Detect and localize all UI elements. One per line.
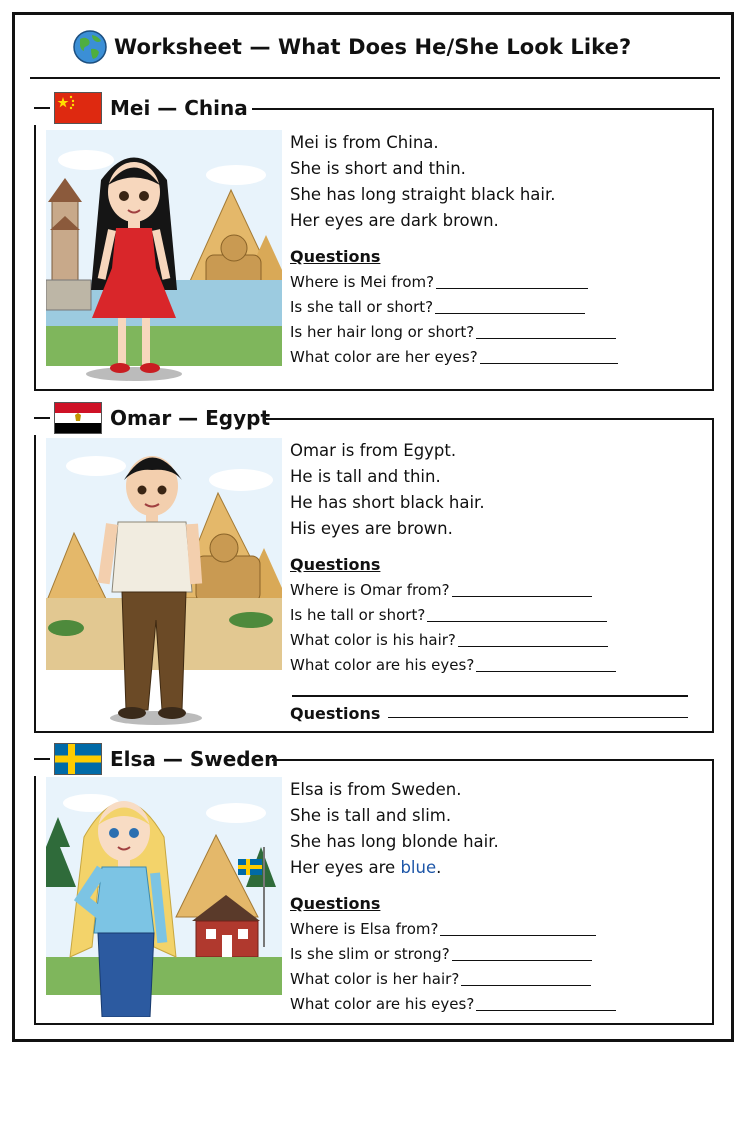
- question-row: [290, 992, 700, 1017]
- card-omar: [34, 418, 714, 733]
- answer-blank[interactable]: [452, 596, 592, 597]
- answer-blank[interactable]: [476, 338, 616, 339]
- answer-blank[interactable]: [461, 985, 591, 986]
- answer-blank[interactable]: [476, 671, 616, 672]
- answer-blank[interactable]: [458, 646, 608, 647]
- description-line: Omar is from Egypt.: [290, 441, 457, 460]
- answer-blank[interactable]: [452, 960, 592, 961]
- questions-heading: Questions: [290, 894, 381, 913]
- description-line: She has long blonde hair.: [290, 832, 499, 851]
- card-elsa: [34, 759, 714, 1025]
- card-title: Omar — Egypt: [110, 406, 271, 430]
- answer-blank[interactable]: [388, 717, 688, 718]
- card-title: Mei — China: [110, 96, 248, 120]
- sweden-flag-icon: [54, 743, 102, 775]
- description-end: .: [436, 858, 442, 877]
- elsa-illustration: [46, 777, 282, 1017]
- questions-heading: Questions: [290, 555, 381, 574]
- question-text: What color are his eyes?: [290, 656, 475, 674]
- answer-blank[interactable]: [436, 288, 588, 289]
- answer-blank[interactable]: [292, 695, 688, 697]
- description-line: [290, 855, 700, 881]
- question-row: [290, 295, 700, 320]
- description-line: Her eyes are dark brown.: [290, 211, 499, 230]
- question-text: What color are his eyes?: [290, 995, 475, 1013]
- description-line: She is short and thin.: [290, 159, 466, 178]
- answer-blank[interactable]: [427, 621, 607, 622]
- questions-footer: [290, 704, 688, 723]
- card-mei: [34, 108, 714, 391]
- card-header-mei: [30, 91, 252, 125]
- question-row: [290, 270, 700, 295]
- description-line: He is tall and thin.: [290, 467, 441, 486]
- description-line: She is tall and slim.: [290, 806, 452, 825]
- answer-blank[interactable]: [480, 363, 618, 364]
- header: [72, 22, 631, 72]
- question-row: [290, 345, 700, 370]
- question-text: Is he tall or short?: [290, 606, 426, 624]
- question-text: Is she slim or strong?: [290, 945, 450, 963]
- description-line: Mei is from China.: [290, 133, 439, 152]
- question-text: Where is Mei from?: [290, 273, 435, 291]
- question-row: [290, 578, 700, 603]
- question-text: What color are her eyes?: [290, 348, 478, 366]
- answer-blank[interactable]: [440, 935, 596, 936]
- questions-heading: Questions: [290, 247, 381, 266]
- mei-text: [290, 130, 700, 370]
- question-text: Is she tall or short?: [290, 298, 434, 316]
- omar-illustration: [46, 438, 282, 728]
- question-row: [290, 942, 700, 967]
- highlighted-word: blue: [400, 858, 437, 877]
- question-row: [290, 653, 700, 678]
- question-text: What color is his hair?: [290, 631, 456, 649]
- question-row: [290, 320, 700, 345]
- omar-text: [290, 438, 700, 678]
- question-text: Where is Omar from?: [290, 581, 450, 599]
- card-header-elsa: [30, 742, 282, 776]
- mei-illustration: [46, 130, 282, 384]
- globe-icon: [72, 29, 108, 65]
- description-line: He has short black hair.: [290, 493, 485, 512]
- question-row: [290, 603, 700, 628]
- card-title: Elsa — Sweden: [110, 747, 279, 771]
- question-row: [290, 967, 700, 992]
- description-text: Her eyes are: [290, 858, 401, 877]
- question-row: [290, 917, 700, 942]
- description-line: His eyes are brown.: [290, 519, 453, 538]
- description-line: Elsa is from Sweden.: [290, 780, 462, 799]
- question-row: [290, 628, 700, 653]
- answer-blank[interactable]: [435, 313, 585, 314]
- answer-blank[interactable]: [476, 1010, 616, 1011]
- question-text: Is her hair long or short?: [290, 323, 475, 341]
- china-flag-icon: [54, 92, 102, 124]
- question-text: Where is Elsa from?: [290, 920, 439, 938]
- questions-footer-label: Questions: [290, 704, 381, 723]
- question-text: What color is her hair?: [290, 970, 460, 988]
- egypt-flag-icon: [54, 402, 102, 434]
- description-line: She has long straight black hair.: [290, 185, 556, 204]
- title-divider: [30, 77, 720, 79]
- page-title: Worksheet — What Does He/She Look Like?: [114, 35, 632, 59]
- card-header-omar: [30, 401, 274, 435]
- elsa-text: [290, 777, 700, 1017]
